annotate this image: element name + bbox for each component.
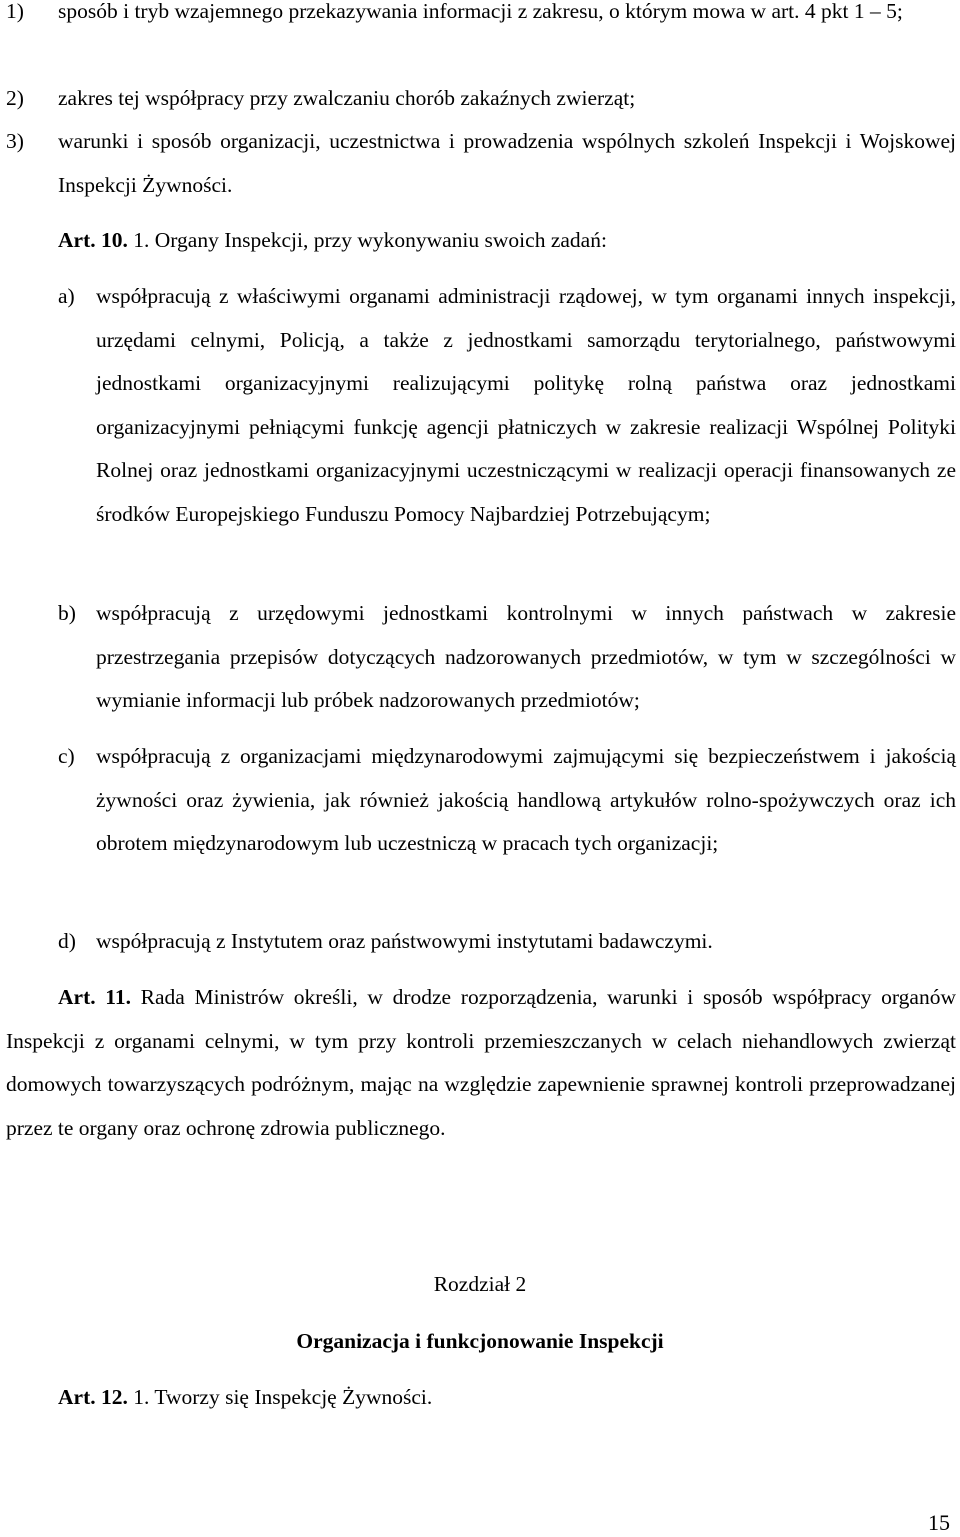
- list-item-2: [6, 77, 956, 121]
- item-text: współpracują z organizacjami międzynarodowymi zajmującymi się bezpieczeństwem i jakością żywności oraz żywienia, jak również jakością handlową artykułów rolno-spożywczych oraz ich obrotem międzynarodowym lub uczestniczą w pracach tych organizacji;: [96, 744, 956, 855]
- list-text: sposób i tryb wzajemnego przekazywania informacji z zakresu, o którym mowa w art. 4 pkt 1 – 5;: [58, 0, 903, 23]
- art-10-item-b: [58, 592, 956, 723]
- art-10-text: 1. Organy Inspekcji, przy wykonywaniu swoich zadań:: [127, 228, 607, 252]
- art-11-text: Rada Ministrów określi, w drodze rozporządzenia, warunki i sposób współpracy organów Inspekcji z organami celnymi, w tym przy kontroli przemieszczanych w celach niehandlowych zwierząt domowych towarzyszących podróżnym, mając na względzie zapewnienie sprawnej kontroli przeprowadzanej przez te organy oraz ochronę zdrowia publicznego.: [6, 985, 956, 1140]
- item-text: współpracują z Instytutem oraz państwowymi instytutami badawczymi.: [96, 929, 713, 953]
- art-10-item-a: [58, 275, 956, 536]
- item-letter: b): [58, 601, 76, 625]
- page-number: 15: [928, 1510, 950, 1535]
- item-letter: d): [58, 929, 76, 953]
- art-10-label: Art. 10.: [58, 228, 128, 252]
- item-text: współpracują z urzędowymi jednostkami kontrolnymi w innych państwach w zakresie przestrzegania przepisów dotyczących nadzorowanych przedmiotów, w tym w szczególności w wymianie informacji lub próbek nadzorowanych przedmiotów;: [96, 601, 956, 712]
- art-12-text: 1. Tworzy się Inspekcję Żywności.: [127, 1385, 433, 1409]
- list-number: 2): [6, 86, 24, 110]
- item-letter: c): [58, 744, 75, 768]
- list-number: 1): [6, 0, 24, 23]
- art-12-label: Art. 12.: [58, 1385, 128, 1409]
- art-10-item-c: [58, 735, 956, 866]
- list-text: zakres tej współpracy przy zwalczaniu chorób zakaźnych zwierząt;: [58, 86, 636, 110]
- art-10-item-d: [58, 920, 956, 964]
- list-text: warunki i sposób organizacji, uczestnictwa i prowadzenia wspólnych szkoleń Inspekcji i Wojskowej Inspekcji Żywności.: [58, 129, 956, 197]
- art-11-paragraph: [6, 976, 956, 1150]
- list-number: 3): [6, 129, 24, 153]
- list-item-3: [6, 120, 956, 207]
- art-11-label: Art. 11.: [58, 985, 131, 1009]
- item-text: współpracują z właściwymi organami administracji rządowej, w tym organami innych inspekcji, urzędami celnymi, Policją, a także z jednostkami samorządu terytorialnego, państwowymi jednostkami organizacyjnymi realizującymi politykę rolną państwa oraz jednostkami organizacyjnymi pełniącymi funkcję agencji płatniczych w zakresie realizacji Wspólnej Polityki Rolnej oraz jednostkami organizacyjnymi uczestniczącymi w realizacji operacji finansowanych ze środków Europejskiego Funduszu Pomocy Najbardziej Potrzebującym;: [96, 284, 956, 526]
- art-12-paragraph: [58, 1376, 956, 1420]
- chapter-number: Rozdział 2: [433, 1272, 527, 1296]
- list-item-1: [6, 0, 956, 34]
- item-letter: a): [58, 284, 75, 308]
- chapter-title: Organizacja i funkcjonowanie Inspekcji: [296, 1329, 664, 1353]
- art-10-paragraph: [58, 219, 956, 263]
